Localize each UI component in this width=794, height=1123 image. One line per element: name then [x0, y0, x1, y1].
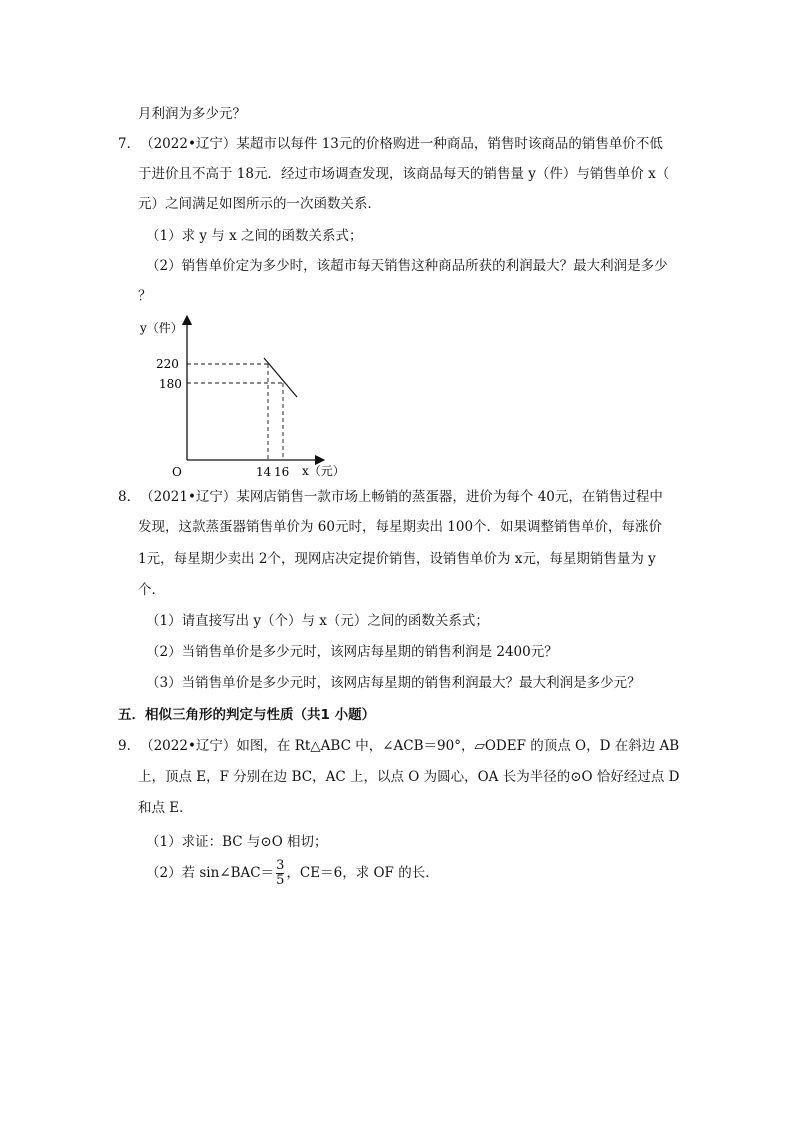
q9-text-1: （2022•辽宁）如图，在 Rt△ABC 中，∠ACB＝90°，▱ODEF 的顶点 O，D 在斜边 AB [140, 738, 680, 754]
q7-line-1 [118, 134, 663, 154]
q9-number: 9． [118, 738, 141, 754]
q8-number: 8． [118, 489, 141, 505]
q9-sub-1: （1）求证：BC 与⊙O 相切； [146, 834, 328, 850]
q8-line-2: 发现，这款蒸蛋器销售单价为 60元时，每星期卖出 100个．如果调整销售单价，每涨价 [138, 519, 663, 535]
q9-line-2: 上，顶点 E，F 分别在边 BC，AC 上，以点 O 为圆心，OA 长为半径的⊙O 恰好经过点 D [138, 769, 680, 785]
q8-line-3: 1元，每星期少卖出 2个，现网店决定提价销售，设销售单价为 x元，每星期销售量为 y [138, 551, 656, 567]
q7-text-1: （2022•辽宁）某超市以每件 13元的价格购进一种商品，销售时该商品的销售单价不低 [140, 136, 663, 152]
fraction-3-5 [276, 859, 284, 888]
q8-sub-2: （2）当销售单价是多少元时，该网店每星期的销售利润是 2400元？ [146, 644, 558, 660]
fraction-denominator: 5 [276, 873, 285, 888]
q9-sub-2 [146, 858, 439, 888]
q8-line-4: 个． [138, 582, 165, 598]
q7-number: 7． [118, 136, 141, 152]
q7-graph [140, 310, 370, 482]
q7-sub-1: （1）求 y 与 x 之间的函数关系式； [146, 228, 363, 244]
fraction-numerator: 3 [276, 858, 285, 873]
q9-sub-2-suffix: ，CE＝6，求 OF 的长． [286, 865, 439, 881]
y-tick-180: 180 [159, 377, 182, 391]
q8-sub-3: （3）当销售单价是多少元时，该网店每星期的销售利润最大？最大利润是多少元？ [146, 675, 641, 691]
section-5-heading: 五．相似三角形的判定与性质（共1 小题） [118, 707, 376, 723]
q9-line-3: 和点 E． [138, 800, 193, 816]
q8-sub-1: （1）请直接写出 y（个）与 x（元）之间的函数关系式； [146, 613, 489, 629]
function-line [264, 358, 297, 397]
x-tick-14: 14 [256, 465, 272, 479]
q7-line-2: 于进价且不高于 18元．经过市场调查发现，该商品每天的销售量 y（件）与销售单价 x（ [138, 166, 670, 182]
q9-sub-2-prefix: （2）若 sin∠BAC＝ [146, 865, 275, 881]
q7-line-3: 元）之间满足如图所示的一次函数关系． [138, 196, 381, 212]
previous-question-tail: 月利润为多少元？ [138, 106, 246, 122]
q8-text-1: （2021•辽宁）某网店销售一款市场上畅销的蒸蛋器，进价为每个 40元，在销售过程中 [140, 489, 663, 505]
y-axis-label: y（件） [140, 321, 183, 335]
q9-line-1 [118, 736, 679, 756]
y-tick-220: 220 [156, 357, 179, 371]
x-tick-16: 16 [274, 465, 290, 479]
origin-label: O [172, 465, 182, 479]
q7-sub-2a: （2）销售单价定为多少时，该超市每天销售这种商品所获的利润最大？最大利润是多少 [146, 258, 668, 274]
q8-line-1 [118, 487, 663, 507]
q7-sub-2b: ？ [138, 288, 152, 304]
x-axis-label: x（元） [302, 464, 345, 478]
